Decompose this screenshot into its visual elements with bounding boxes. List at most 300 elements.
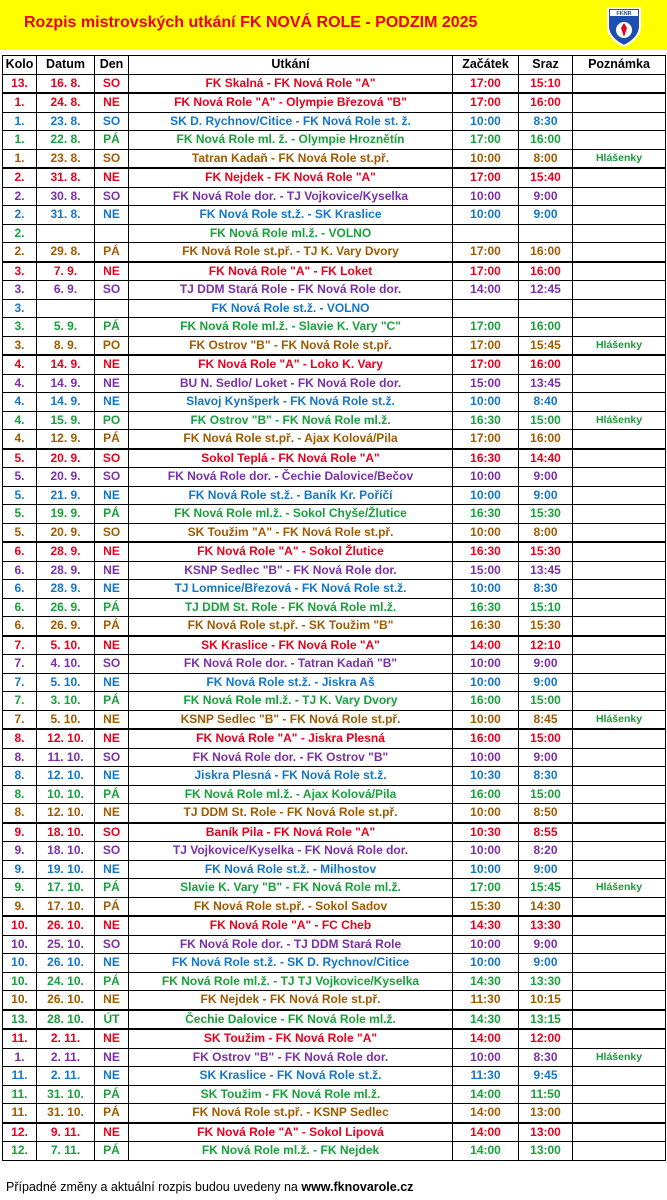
cell-zacatek: 14:00 — [453, 636, 519, 655]
table-row — [3, 991, 666, 1010]
table-row — [3, 224, 666, 243]
cell-den: PÁ — [95, 318, 129, 337]
cell-kolo: 1. — [3, 1048, 37, 1067]
cell-datum: 6. 9. — [37, 281, 95, 300]
cell-kolo: 8. — [3, 804, 37, 823]
cell-kolo: 4. — [3, 355, 37, 374]
cell-utkani: FK Nová Role "A" - Olympie Březová "B" — [129, 93, 453, 112]
table-row — [3, 823, 666, 842]
table-row — [3, 1123, 666, 1142]
cell-datum: 2. 11. — [37, 1048, 95, 1067]
cell-sraz: 15:30 — [519, 542, 573, 561]
cell-sraz: 13:45 — [519, 561, 573, 580]
cell-datum: 14. 9. — [37, 393, 95, 412]
cell-utkani: Slavie K. Vary "B" - FK Nová Role ml.ž. — [129, 879, 453, 898]
column-header-zacatek: Začátek — [453, 56, 519, 75]
cell-zacatek: 10:30 — [453, 767, 519, 786]
cell-datum: 23. 8. — [37, 149, 95, 168]
table-row — [3, 318, 666, 337]
cell-den: NE — [95, 1048, 129, 1067]
header-banner — [0, 0, 667, 50]
cell-den: NE — [95, 860, 129, 879]
cell-sraz: 15:00 — [519, 785, 573, 804]
cell-utkani: FK Nová Role st.př. - KSNP Sedlec — [129, 1104, 453, 1123]
cell-utkani: SK D. Rychnov/Citice - FK Nová Role st. ž. — [129, 112, 453, 131]
cell-utkani: TJ Lomnice/Březová - FK Nová Role st.ž. — [129, 580, 453, 599]
cell-sraz: 14:30 — [519, 897, 573, 916]
column-header-datum: Datum — [37, 56, 95, 75]
cell-den: PÁ — [95, 972, 129, 991]
column-header-sraz: Sraz — [519, 56, 573, 75]
table-row — [3, 486, 666, 505]
cell-kolo: 10. — [3, 991, 37, 1010]
cell-poznamka — [573, 187, 666, 206]
cell-kolo: 4. — [3, 411, 37, 430]
cell-den: SO — [95, 842, 129, 861]
cell-zacatek: 16:30 — [453, 542, 519, 561]
cell-kolo: 10. — [3, 935, 37, 954]
cell-poznamka — [573, 1104, 666, 1123]
cell-sraz: 8:45 — [519, 710, 573, 729]
cell-poznamka — [573, 692, 666, 711]
cell-kolo: 7. — [3, 692, 37, 711]
cell-sraz: 16:00 — [519, 131, 573, 150]
cell-poznamka — [573, 505, 666, 524]
cell-poznamka — [573, 748, 666, 767]
cell-sraz: 8:00 — [519, 523, 573, 542]
cell-utkani: SK Kraslice - FK Nová Role "A" — [129, 636, 453, 655]
cell-utkani: KSNP Sedlec "B" - FK Nová Role dor. — [129, 561, 453, 580]
cell-datum: 5. 10. — [37, 673, 95, 692]
table-row — [3, 710, 666, 729]
cell-den: NE — [95, 804, 129, 823]
cell-utkani: FK Nová Role dor. - TJ DDM Stará Role — [129, 935, 453, 954]
cell-sraz: 9:00 — [519, 673, 573, 692]
table-row — [3, 785, 666, 804]
cell-datum: 11. 10. — [37, 748, 95, 767]
cell-kolo: 1. — [3, 93, 37, 112]
cell-kolo: 1. — [3, 149, 37, 168]
cell-poznamka — [573, 561, 666, 580]
cell-kolo: 6. — [3, 598, 37, 617]
cell-kolo: 12. — [3, 1142, 37, 1161]
club-logo-icon — [604, 4, 644, 48]
cell-kolo: 13. — [3, 1010, 37, 1030]
cell-datum: 24. 8. — [37, 93, 95, 112]
cell-den: PÁ — [95, 598, 129, 617]
cell-den: SO — [95, 74, 129, 93]
table-row — [3, 243, 666, 262]
cell-poznamka — [573, 972, 666, 991]
cell-utkani: FK Nová Role st.př. - TJ K. Vary Dvory — [129, 243, 453, 262]
cell-poznamka: Hlášenky — [573, 411, 666, 430]
cell-sraz: 9:00 — [519, 935, 573, 954]
cell-poznamka — [573, 991, 666, 1010]
cell-sraz: 8:40 — [519, 393, 573, 412]
cell-datum: 12. 9. — [37, 430, 95, 449]
cell-utkani: FK Nová Role ml.ž. - FK Nejdek — [129, 1142, 453, 1161]
cell-zacatek: 17:00 — [453, 168, 519, 187]
cell-kolo: 11. — [3, 1067, 37, 1086]
cell-datum: 26. 9. — [37, 617, 95, 636]
cell-kolo: 3. — [3, 299, 37, 318]
cell-datum: 26. 10. — [37, 991, 95, 1010]
cell-utkani: Jiskra Plesná - FK Nová Role st.ž. — [129, 767, 453, 786]
cell-poznamka — [573, 168, 666, 187]
cell-kolo: 13. — [3, 74, 37, 93]
cell-kolo: 7. — [3, 636, 37, 655]
cell-utkani: FK Nová Role ml.ž. - TJ K. Vary Dvory — [129, 692, 453, 711]
table-row — [3, 430, 666, 449]
table-row — [3, 187, 666, 206]
cell-den: NE — [95, 542, 129, 561]
cell-poznamka — [573, 542, 666, 561]
cell-utkani: FK Nová Role st.ž. - Baník Kr. Poříčí — [129, 486, 453, 505]
cell-sraz: 9:45 — [519, 1067, 573, 1086]
table-row — [3, 561, 666, 580]
cell-sraz: 15:00 — [519, 411, 573, 430]
table-row — [3, 842, 666, 861]
cell-sraz: 16:00 — [519, 243, 573, 262]
cell-kolo: 3. — [3, 281, 37, 300]
cell-datum: 12. 10. — [37, 767, 95, 786]
cell-zacatek: 10:00 — [453, 673, 519, 692]
cell-sraz: 16:00 — [519, 430, 573, 449]
cell-poznamka — [573, 93, 666, 112]
cell-datum: 26. 10. — [37, 954, 95, 973]
cell-kolo: 1. — [3, 131, 37, 150]
table-row — [3, 281, 666, 300]
cell-zacatek: 10:00 — [453, 860, 519, 879]
cell-kolo: 11. — [3, 1104, 37, 1123]
cell-poznamka — [573, 1085, 666, 1104]
cell-kolo: 2. — [3, 224, 37, 243]
cell-sraz: 15:00 — [519, 729, 573, 748]
footer-note — [6, 1180, 413, 1194]
cell-sraz: 8:20 — [519, 842, 573, 861]
cell-kolo: 6. — [3, 580, 37, 599]
cell-zacatek: 10:00 — [453, 187, 519, 206]
cell-datum: 5. 9. — [37, 318, 95, 337]
cell-datum: 31. 8. — [37, 206, 95, 225]
cell-poznamka: Hlášenky — [573, 710, 666, 729]
cell-sraz: 8:30 — [519, 767, 573, 786]
cell-sraz: 12:45 — [519, 281, 573, 300]
cell-zacatek: 10:00 — [453, 1048, 519, 1067]
table-row — [3, 729, 666, 748]
cell-datum: 31. 10. — [37, 1104, 95, 1123]
cell-den: PÁ — [95, 1104, 129, 1123]
cell-zacatek: 17:00 — [453, 355, 519, 374]
table-row — [3, 299, 666, 318]
table-header-row — [3, 56, 666, 75]
cell-den: SO — [95, 187, 129, 206]
cell-utkani: FK Nová Role "A" - FC Cheb — [129, 916, 453, 935]
cell-den: SO — [95, 748, 129, 767]
table-row — [3, 1085, 666, 1104]
table-row — [3, 1029, 666, 1048]
cell-den: NE — [95, 710, 129, 729]
cell-sraz: 8:00 — [519, 149, 573, 168]
table-row — [3, 262, 666, 281]
cell-utkani: FK Nová Role st.ž. - Milhostov — [129, 860, 453, 879]
cell-zacatek: 11:30 — [453, 1067, 519, 1086]
cell-poznamka — [573, 1067, 666, 1086]
table-row — [3, 374, 666, 393]
cell-zacatek: 14:00 — [453, 1104, 519, 1123]
cell-poznamka — [573, 468, 666, 487]
cell-kolo: 5. — [3, 468, 37, 487]
cell-zacatek: 17:00 — [453, 262, 519, 281]
table-row — [3, 1067, 666, 1086]
cell-datum: 26. 9. — [37, 598, 95, 617]
cell-sraz: 11:50 — [519, 1085, 573, 1104]
cell-utkani: Baník Pila - FK Nová Role "A" — [129, 823, 453, 842]
cell-zacatek: 10:00 — [453, 393, 519, 412]
cell-utkani: FK Nová Role ml.ž. - VOLNO — [129, 224, 453, 243]
cell-zacatek: 10:00 — [453, 468, 519, 487]
cell-kolo: 1. — [3, 112, 37, 131]
cell-den: NE — [95, 636, 129, 655]
table-row — [3, 523, 666, 542]
table-row — [3, 1010, 666, 1030]
cell-kolo: 9. — [3, 860, 37, 879]
cell-datum: 16. 8. — [37, 74, 95, 93]
table-row — [3, 355, 666, 374]
cell-kolo: 2. — [3, 168, 37, 187]
cell-poznamka — [573, 374, 666, 393]
cell-poznamka — [573, 523, 666, 542]
column-header-kolo: Kolo — [3, 56, 37, 75]
cell-den: NE — [95, 93, 129, 112]
cell-sraz: 10:15 — [519, 991, 573, 1010]
cell-kolo: 5. — [3, 523, 37, 542]
table-row — [3, 655, 666, 674]
cell-datum: 21. 9. — [37, 486, 95, 505]
cell-den: NE — [95, 580, 129, 599]
table-row — [3, 449, 666, 468]
cell-zacatek: 10:00 — [453, 486, 519, 505]
cell-poznamka — [573, 935, 666, 954]
cell-den: SO — [95, 281, 129, 300]
cell-sraz: 9:00 — [519, 748, 573, 767]
cell-utkani: FK Nejdek - FK Nová Role st.př. — [129, 991, 453, 1010]
cell-sraz: 13:00 — [519, 1142, 573, 1161]
cell-sraz: 13:30 — [519, 972, 573, 991]
cell-datum: 5. 10. — [37, 710, 95, 729]
column-header-poznamka: Poznámka — [573, 56, 666, 75]
cell-kolo: 11. — [3, 1029, 37, 1048]
page-title: Rozpis mistrovských utkání FK NOVÁ ROLE - PODZIM 2025 — [24, 14, 478, 31]
cell-kolo: 3. — [3, 262, 37, 281]
cell-sraz: 16:00 — [519, 318, 573, 337]
cell-utkani: FK Nová Role "A" - Sokol Lipová — [129, 1123, 453, 1142]
cell-zacatek: 10:00 — [453, 935, 519, 954]
cell-datum: 5. 10. — [37, 636, 95, 655]
cell-sraz: 13:15 — [519, 1010, 573, 1030]
cell-kolo: 9. — [3, 823, 37, 842]
table-row — [3, 935, 666, 954]
table-row — [3, 767, 666, 786]
cell-sraz: 16:00 — [519, 355, 573, 374]
cell-sraz: 15:00 — [519, 692, 573, 711]
cell-datum: 2. 11. — [37, 1067, 95, 1086]
cell-utkani: FK Nová Role "A" - Sokol Žlutice — [129, 542, 453, 561]
table-row — [3, 1142, 666, 1161]
cell-datum: 7. 9. — [37, 262, 95, 281]
table-row — [3, 748, 666, 767]
cell-den: SO — [95, 523, 129, 542]
schedule-table — [2, 55, 666, 1161]
cell-datum: 20. 9. — [37, 468, 95, 487]
footer-text: Případné změny a aktuální rozpis budou uvedeny na — [6, 1180, 302, 1194]
cell-zacatek: 10:00 — [453, 206, 519, 225]
cell-poznamka: Hlášenky — [573, 879, 666, 898]
cell-datum: 23. 8. — [37, 112, 95, 131]
cell-den: NE — [95, 355, 129, 374]
cell-poznamka — [573, 1010, 666, 1030]
cell-den: PÁ — [95, 243, 129, 262]
table-row — [3, 897, 666, 916]
table-row — [3, 1048, 666, 1067]
cell-sraz: 12:10 — [519, 636, 573, 655]
cell-datum — [37, 224, 95, 243]
cell-datum: 12. 10. — [37, 804, 95, 823]
cell-den: SO — [95, 149, 129, 168]
cell-den: NE — [95, 374, 129, 393]
cell-sraz: 9:00 — [519, 187, 573, 206]
cell-zacatek: 14:00 — [453, 1085, 519, 1104]
cell-utkani: SK Toužim - FK Nová Role "A" — [129, 1029, 453, 1048]
cell-den: NE — [95, 767, 129, 786]
cell-den: SO — [95, 935, 129, 954]
cell-utkani: TJ DDM St. Role - FK Nová Role ml.ž. — [129, 598, 453, 617]
table-row — [3, 93, 666, 112]
cell-sraz: 13:30 — [519, 916, 573, 935]
cell-datum: 25. 10. — [37, 935, 95, 954]
cell-poznamka: Hlášenky — [573, 1048, 666, 1067]
table-row — [3, 505, 666, 524]
cell-sraz: 13:00 — [519, 1104, 573, 1123]
cell-utkani: FK Nová Role st.ž. - SK D. Rychnov/Citice — [129, 954, 453, 973]
cell-zacatek: 10:00 — [453, 954, 519, 973]
cell-utkani: SK Kraslice - FK Nová Role st.ž. — [129, 1067, 453, 1086]
cell-zacatek: 10:00 — [453, 748, 519, 767]
table-row — [3, 598, 666, 617]
cell-zacatek: 10:00 — [453, 842, 519, 861]
cell-zacatek: 17:00 — [453, 131, 519, 150]
cell-zacatek: 15:00 — [453, 561, 519, 580]
cell-poznamka — [573, 673, 666, 692]
cell-poznamka — [573, 430, 666, 449]
cell-utkani: SK Toužim - FK Nová Role ml.ž. — [129, 1085, 453, 1104]
cell-sraz: 9:00 — [519, 206, 573, 225]
website-link[interactable]: www.fknovarole.cz — [301, 1180, 414, 1194]
cell-kolo: 4. — [3, 393, 37, 412]
cell-datum: 12. 10. — [37, 729, 95, 748]
table-row — [3, 879, 666, 898]
table-row — [3, 860, 666, 879]
cell-poznamka — [573, 1029, 666, 1048]
cell-sraz — [519, 299, 573, 318]
cell-datum: 20. 9. — [37, 449, 95, 468]
cell-utkani: SK Toužim "A" - FK Nová Role st.př. — [129, 523, 453, 542]
table-row — [3, 636, 666, 655]
cell-zacatek: 16:30 — [453, 411, 519, 430]
cell-datum: 9. 11. — [37, 1123, 95, 1142]
cell-kolo: 8. — [3, 748, 37, 767]
cell-sraz: 15:10 — [519, 598, 573, 617]
cell-utkani: Čechie Dalovice - FK Nová Role ml.ž. — [129, 1010, 453, 1030]
cell-poznamka — [573, 860, 666, 879]
table-row — [3, 617, 666, 636]
cell-utkani: FK Nová Role ml.ž. - Slavie K. Vary "C" — [129, 318, 453, 337]
cell-utkani: Tatran Kadaň - FK Nová Role st.př. — [129, 149, 453, 168]
table-row — [3, 168, 666, 187]
cell-utkani: FK Nová Role "A" - FK Loket — [129, 262, 453, 281]
cell-den — [95, 224, 129, 243]
cell-den: NE — [95, 1029, 129, 1048]
cell-kolo: 3. — [3, 318, 37, 337]
cell-datum: 20. 9. — [37, 523, 95, 542]
cell-sraz: 15:10 — [519, 74, 573, 93]
cell-den: PÁ — [95, 430, 129, 449]
cell-sraz: 16:00 — [519, 262, 573, 281]
cell-datum: 10. 10. — [37, 785, 95, 804]
cell-datum: 8. 9. — [37, 336, 95, 355]
cell-sraz: 9:00 — [519, 468, 573, 487]
table-row — [3, 131, 666, 150]
cell-den — [95, 299, 129, 318]
cell-zacatek: 14:00 — [453, 1029, 519, 1048]
cell-zacatek: 10:00 — [453, 523, 519, 542]
cell-utkani: FK Nová Role st.př. - Ajax Kolová/Pila — [129, 430, 453, 449]
cell-datum: 31. 8. — [37, 168, 95, 187]
cell-utkani: FK Ostrov "B" - FK Nová Role st.př. — [129, 336, 453, 355]
cell-sraz: 9:00 — [519, 954, 573, 973]
cell-poznamka — [573, 916, 666, 935]
cell-poznamka — [573, 224, 666, 243]
cell-poznamka — [573, 281, 666, 300]
cell-datum: 19. 9. — [37, 505, 95, 524]
cell-datum: 2. 11. — [37, 1029, 95, 1048]
cell-poznamka — [573, 580, 666, 599]
cell-zacatek: 14:30 — [453, 916, 519, 935]
cell-kolo: 12. — [3, 1123, 37, 1142]
cell-datum: 24. 10. — [37, 972, 95, 991]
cell-utkani: FK Ostrov "B" - FK Nová Role ml.ž. — [129, 411, 453, 430]
cell-datum: 29. 8. — [37, 243, 95, 262]
cell-datum: 28. 9. — [37, 580, 95, 599]
cell-poznamka — [573, 954, 666, 973]
table-row — [3, 74, 666, 93]
cell-den: SO — [95, 468, 129, 487]
cell-sraz: 13:00 — [519, 1123, 573, 1142]
cell-poznamka — [573, 804, 666, 823]
cell-utkani: FK Nová Role dor. - FK Ostrov "B" — [129, 748, 453, 767]
cell-utkani: FK Nová Role "A" - Jiskra Plesná — [129, 729, 453, 748]
cell-zacatek: 16:30 — [453, 617, 519, 636]
cell-poznamka — [573, 1142, 666, 1161]
cell-zacatek: 16:00 — [453, 692, 519, 711]
cell-den: NE — [95, 729, 129, 748]
cell-datum: 30. 8. — [37, 187, 95, 206]
cell-poznamka: Hlášenky — [573, 336, 666, 355]
cell-utkani: FK Nová Role st.ž. - Jiskra Aš — [129, 673, 453, 692]
cell-utkani: FK Nová Role st.ž. - VOLNO — [129, 299, 453, 318]
cell-datum: 28. 9. — [37, 561, 95, 580]
cell-datum: 18. 10. — [37, 842, 95, 861]
